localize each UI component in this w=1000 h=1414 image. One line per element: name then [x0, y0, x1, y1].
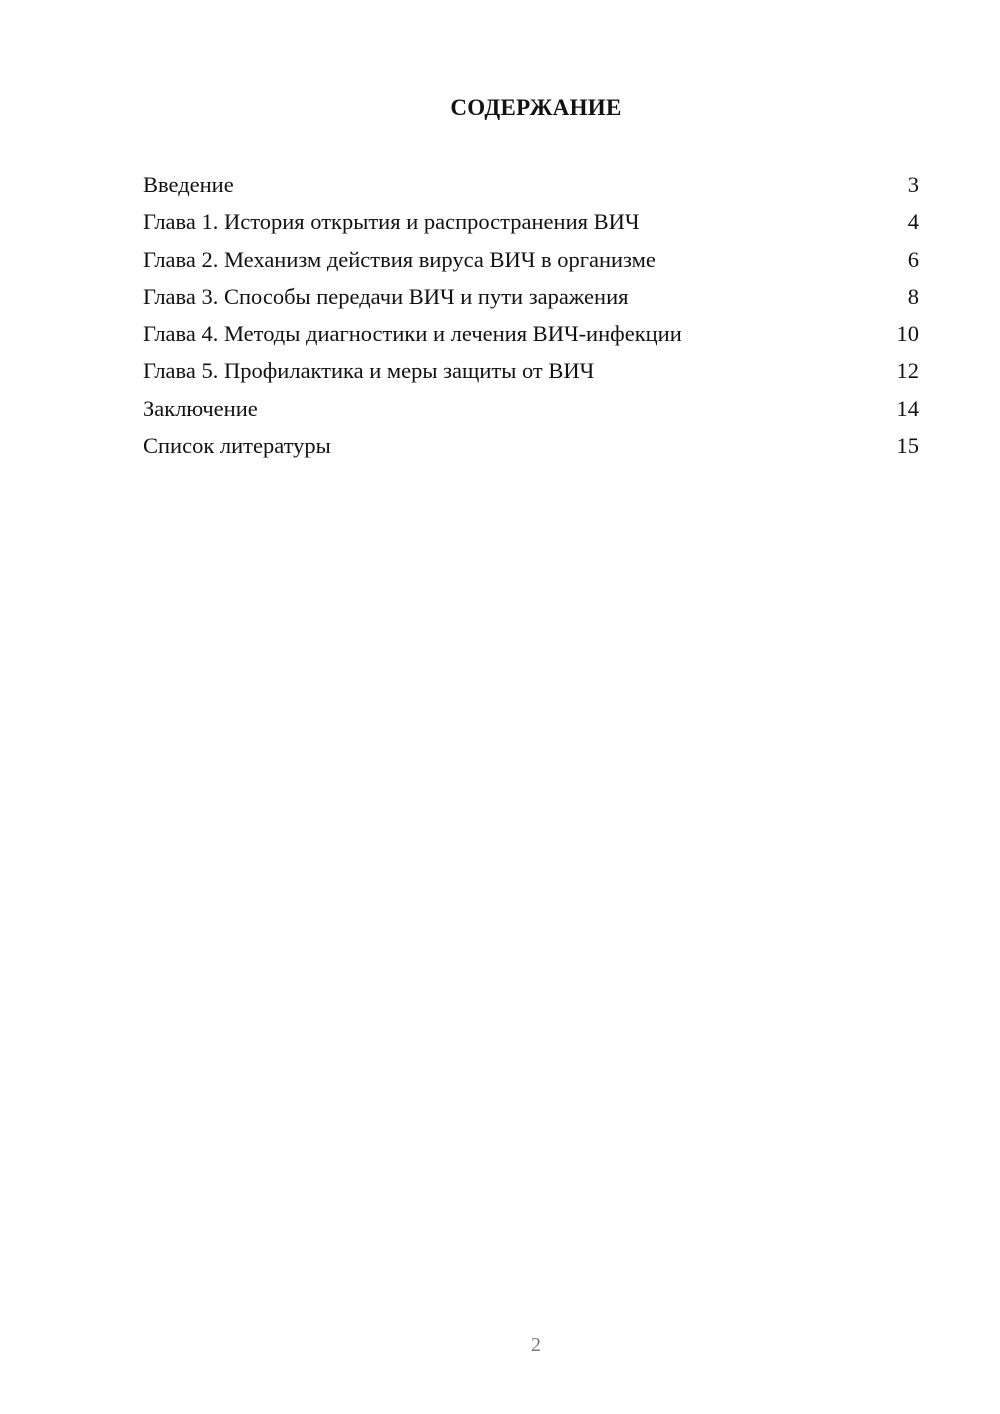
toc-entry-label: Введение [143, 172, 234, 197]
toc-entry-label: Глава 5. Профилактика и меры защиты от ВИЧ [143, 358, 595, 384]
toc-entry-page: 6 [907, 246, 919, 272]
toc-entry-label: Глава 4. Методы диагностики и лечения ВИЧ-инфекции [143, 321, 682, 347]
toc-entry-page: 4 [907, 209, 919, 235]
toc-entry-page: 12 [896, 358, 919, 384]
toc-entry-page: 10 [896, 321, 919, 347]
toc-entry-page: 14 [896, 395, 919, 421]
toc-entry-label: Заключение [143, 395, 258, 421]
toc-entry-chapter-2 [143, 243, 919, 280]
toc-entry-label: Глава 2. Механизм действия вируса ВИЧ в организме [143, 246, 656, 272]
toc-entry-label: Список литературы [143, 433, 331, 459]
toc-entry-references [143, 429, 919, 466]
toc-entry-chapter-1 [143, 205, 919, 242]
toc-entry-page: 3 [907, 172, 919, 197]
toc-entry-page: 15 [896, 433, 919, 459]
toc-entry-label: Глава 1. История открытия и распространения ВИЧ [143, 209, 640, 235]
toc-entry-chapter-3 [143, 280, 919, 317]
toc-entry-label: Глава 3. Способы передачи ВИЧ и пути заражения [143, 283, 629, 309]
page-title: СОДЕРЖАНИЕ [450, 95, 622, 120]
page-number: 2 [531, 1334, 541, 1356]
table-of-contents [143, 168, 919, 466]
toc-entry-chapter-5 [143, 354, 919, 391]
toc-entry-conclusion [143, 392, 919, 429]
toc-entry-chapter-4 [143, 317, 919, 354]
toc-entry-page: 8 [907, 283, 919, 309]
toc-entry-introduction [143, 168, 919, 205]
